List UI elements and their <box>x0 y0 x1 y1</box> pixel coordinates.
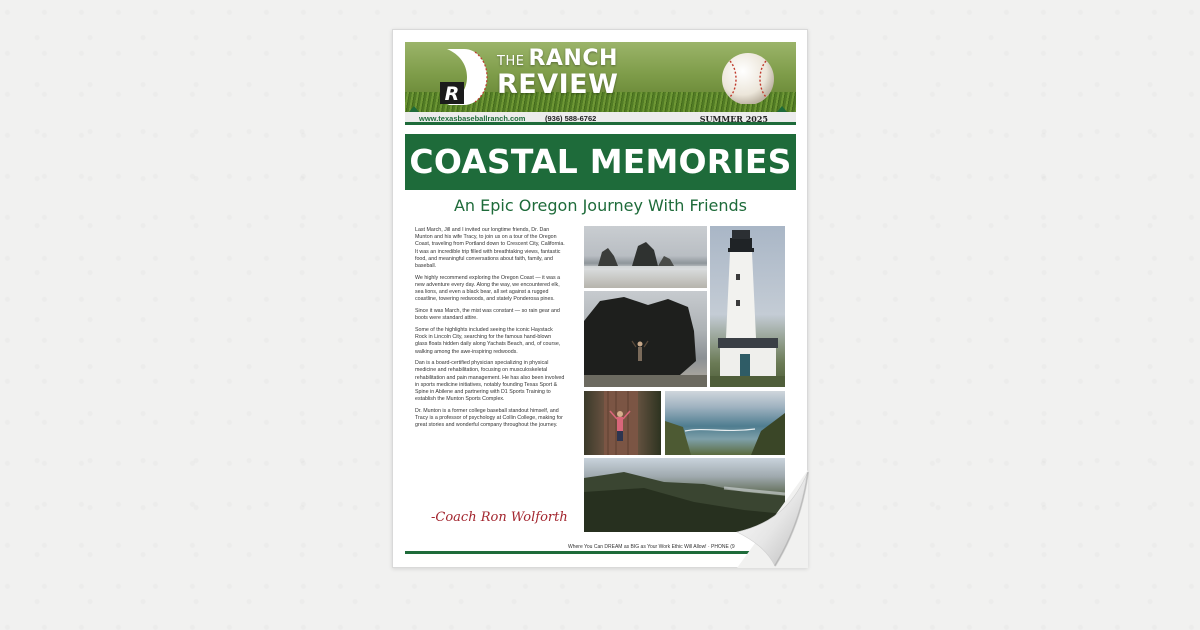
photo-redwood <box>584 391 661 455</box>
photo-sea-stacks <box>584 226 707 288</box>
title-ranch: RANCH <box>528 46 618 71</box>
article-paragraph: Some of the highlights included seeing the iconic Haystack Rock in Lincoln City, searching for the famous hand-blown glass floats hidden daily along Yachats Beach, and, of course, walking among the awe-inspiring redwoods. <box>415 326 561 355</box>
photo-coastline <box>665 391 785 455</box>
baseball-icon <box>714 52 782 104</box>
photo-lighthouse <box>710 226 785 387</box>
article-body <box>415 227 565 434</box>
article-paragraph: Dr. Munton is a former college baseball standout himself, and Tracy is a professor of psychology at Collin College, making for great stories and wonderful company throughout the journey. <box>415 407 563 429</box>
logo-letter: R <box>444 83 460 105</box>
issue-season: SUMMER 2025 <box>699 114 768 124</box>
bar-notch-right <box>777 106 787 112</box>
author-signature: -Coach Ron Wolforth <box>431 510 568 525</box>
photo-rock-arch <box>584 291 707 387</box>
headline: COASTAL MEMORIES <box>405 134 796 190</box>
footer-tagline: Where You Can DREAM as BIG as Your Work Ethic Will Allow! · PHONE (9 <box>568 544 735 550</box>
masthead-info-bar <box>405 112 796 125</box>
phone-number: (936) 588-6762 <box>545 114 597 123</box>
article-paragraph: We highly recommend exploring the Oregon Coast — it was a new adventure every day. Along the way, we encountered elk, sea lions, and even a black bear, all set against a rugged coastline, towering redwoods, and stately Ponderosa pines. <box>415 274 561 303</box>
website-link[interactable]: www.texasbaseballranch.com <box>419 114 526 123</box>
article-paragraph: Last March, Jill and I invited our longtime friends, Dr. Dan Munton and his wife Tracy, to join us on a tour of the Oregon Coast, traveling from Portland down to Crescent City, California. It was an incredible trip filled with breathtaking views, fantastic food, and meaningful conversations about faith, family, and baseball. <box>415 227 565 270</box>
article-paragraph: Dan is a board-certified physician specializing in physical medicine and rehabilitation, focusing on musculoskeletal rehabilitation and pain management. He has also been involved in sports medicine initiatives, notably founding Texas Sport & Spine in Abilene and partnering with D1 Sports Training to establish the Munton Sports Complex. <box>415 360 565 403</box>
masthead-banner <box>405 42 796 112</box>
bar-notch-left <box>409 106 419 112</box>
title-the: THE <box>497 54 525 69</box>
ranch-logo-icon <box>437 46 491 108</box>
title-review: REVIEW <box>497 69 619 100</box>
article-paragraph: Since it was March, the mist was constant — so rain gear and boots were standard attire. <box>415 308 560 322</box>
subheadline: An Epic Oregon Journey With Friends <box>453 196 748 215</box>
masthead-title <box>497 48 618 98</box>
page-curl-icon[interactable] <box>735 470 809 568</box>
